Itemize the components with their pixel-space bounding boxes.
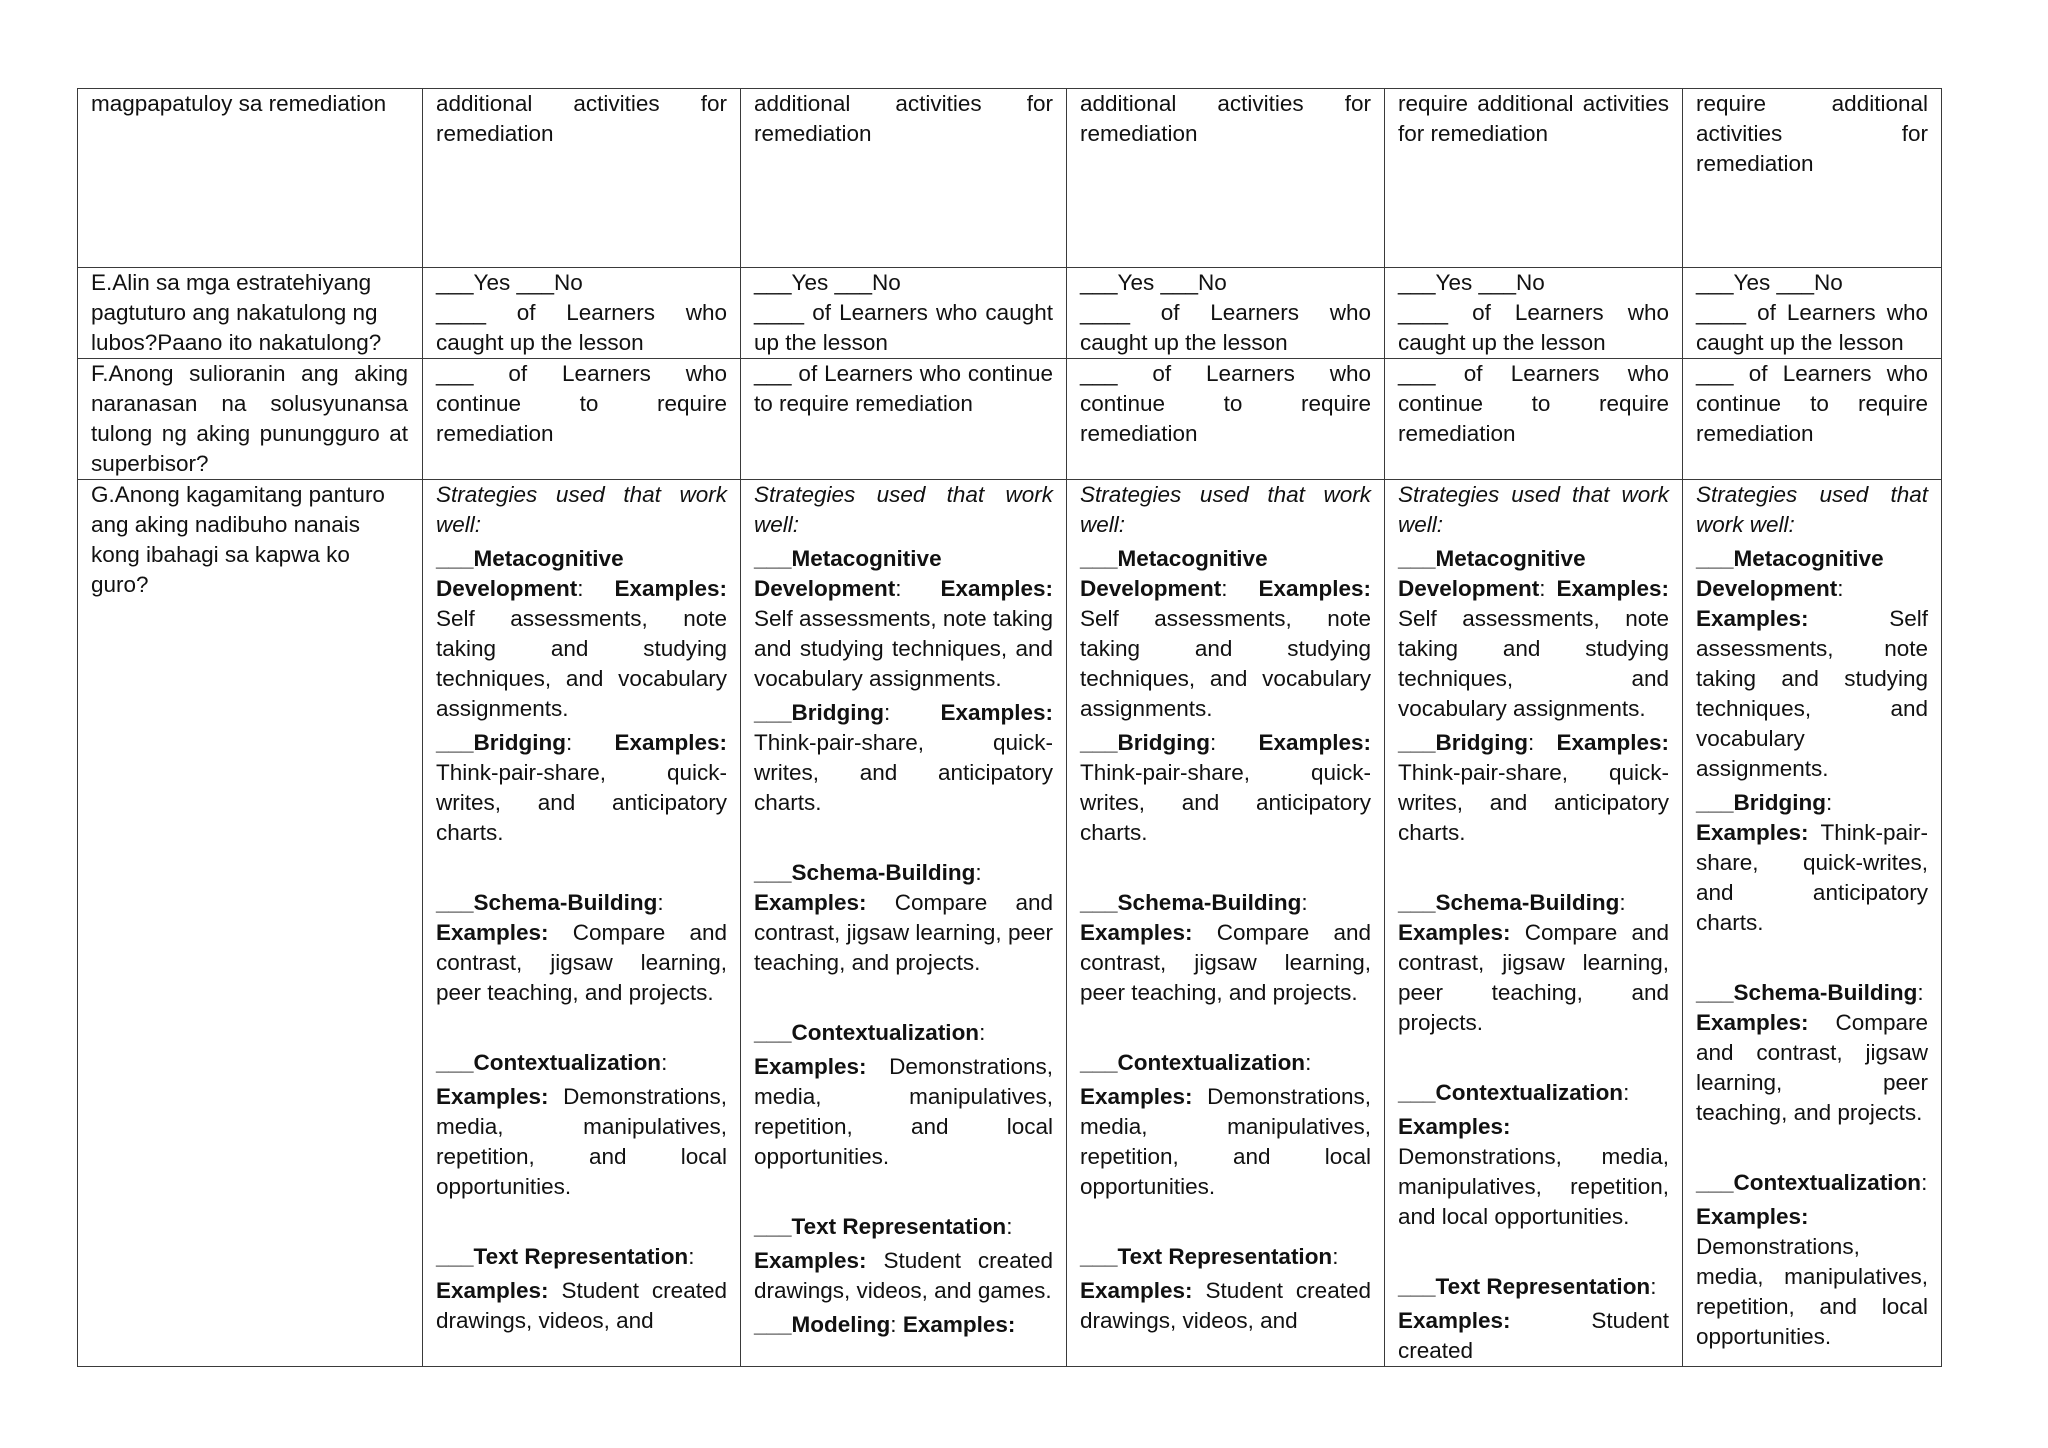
table-cell <box>423 359 741 480</box>
strategies-intro: Strategies used that work well: <box>1696 482 1928 537</box>
continue-remediation-text: ___ of Learners who continue to require remediation <box>1398 361 1669 446</box>
table-cell <box>423 268 741 359</box>
row-label: magpapatuloy sa remediation <box>91 91 387 116</box>
strategy-contextualization-title: ___Contextualization: <box>1696 1170 1928 1195</box>
strategy-contextualization-examples: Examples: Demonstrations, media, manipulatives, repetition, and local opportunities. <box>1398 1114 1669 1229</box>
strategy-schema-building: ___Schema-Building: Examples: Compare and contrast, jigsaw learning, peer teaching, and projects. <box>1080 890 1371 1005</box>
table-cell <box>1385 89 1683 268</box>
strategy-text-representation-title: ___Text Representation: <box>1080 1244 1339 1269</box>
table-cell <box>1385 480 1683 1367</box>
strategy-text-representation-examples: Examples: Student created drawings, videos, and <box>436 1278 727 1333</box>
table-cell <box>423 89 741 268</box>
strategy-contextualization-examples: Examples: Demonstrations, media, manipulatives, repetition, and local opportunities. <box>436 1084 727 1199</box>
strategy-contextualization-title: ___Contextualization: <box>754 1020 986 1045</box>
strategy-contextualization-examples: Examples: Demonstrations, media, manipulatives, repetition, and local opportunities. <box>1080 1084 1371 1199</box>
row-label-cell <box>78 268 423 359</box>
row-label: G.Anong kagamitang panturo ang aking nadibuho nanais kong ibahagi sa kapwa ko guro? <box>91 482 385 597</box>
strategy-bridging: ___Bridging: Examples: Think-pair-share, quick-writes, and anticipatory charts. <box>1398 730 1669 845</box>
yes-no-blanks: ___Yes ___No <box>1696 270 1843 295</box>
strategy-text-representation-title: ___Text Representation: <box>1398 1274 1657 1299</box>
strategy-metacognitive: ___Metacognitive Development: Examples: Self assessments, note taking and studying techniques, and vocabulary assignments. <box>1080 546 1371 721</box>
strategy-metacognitive: ___Metacognitive Development: Examples: Self assessments, note taking and studying techniques, and vocabulary assignments. <box>1398 546 1669 721</box>
table-row <box>78 268 1942 359</box>
table-cell <box>741 480 1067 1367</box>
strategy-metacognitive: ___Metacognitive Development: Examples: Self assessments, note taking and studying techniques, and vocabulary assignments. <box>754 546 1053 691</box>
table-cell <box>1067 89 1385 268</box>
cell-text: require additional activities for remediation <box>1398 91 1669 146</box>
cell-text: require additional activities for remediation <box>1696 91 1928 176</box>
caught-up-text: ____ of Learners who caught up the lesson <box>436 300 727 355</box>
yes-no-blanks: ___Yes ___No <box>436 270 583 295</box>
table-cell <box>1683 480 1942 1367</box>
table-cell <box>1067 359 1385 480</box>
continue-remediation-text: ___ of Learners who continue to require remediation <box>1696 361 1928 446</box>
table-cell <box>1683 359 1942 480</box>
caught-up-text: ____ of Learners who caught up the lesson <box>754 300 1053 355</box>
strategies-intro: Strategies used that work well: <box>1080 482 1371 537</box>
continue-remediation-text: ___ of Learners who continue to require remediation <box>1080 361 1371 446</box>
table-cell <box>1385 268 1683 359</box>
cell-text: additional activities for remediation <box>436 91 727 146</box>
yes-no-blanks: ___Yes ___No <box>1398 270 1545 295</box>
strategy-schema-building: ___Schema-Building: Examples: Compare and contrast, jigsaw learning, peer teaching, and projects. <box>1398 890 1669 1035</box>
strategy-contextualization-title: ___Contextualization: <box>1398 1080 1630 1105</box>
row-label-cell <box>78 359 423 480</box>
table-cell <box>1683 89 1942 268</box>
strategy-bridging: ___Bridging: Examples: Think-pair-share, quick-writes, and anticipatory charts. <box>754 700 1053 815</box>
continue-remediation-text: ___ of Learners who continue to require remediation <box>436 361 727 446</box>
strategy-metacognitive: ___Metacognitive Development: Examples: Self assessments, note taking and studying techniques, and vocabulary assignments. <box>436 546 727 721</box>
table-row <box>78 359 1942 480</box>
table-cell <box>1683 268 1942 359</box>
table-cell <box>1067 480 1385 1367</box>
continue-remediation-text: ___ of Learners who continue to require remediation <box>754 361 1053 416</box>
caught-up-text: ____ of Learners who caught up the lesson <box>1696 300 1928 355</box>
strategy-modeling: ___Modeling: Examples: <box>754 1312 1016 1337</box>
table-row <box>78 89 1942 268</box>
table-cell <box>741 268 1067 359</box>
strategies-intro: Strategies used that work well: <box>754 482 1053 537</box>
yes-no-blanks: ___Yes ___No <box>1080 270 1227 295</box>
strategy-contextualization-title: ___Contextualization: <box>436 1050 668 1075</box>
table-cell <box>1385 359 1683 480</box>
strategies-intro: Strategies used that work well: <box>1398 482 1669 537</box>
table-cell <box>1067 268 1385 359</box>
strategy-text-representation-title: ___Text Representation: <box>754 1214 1013 1239</box>
row-label-cell <box>78 89 423 268</box>
table-row <box>78 480 1942 1367</box>
strategy-metacognitive: ___Metacognitive Development: Examples: Self assessments, note taking and studying techniques, and vocabulary assignments. <box>1696 546 1928 781</box>
row-label: F.Anong sulioranin ang aking naranasan na solusyunansa tulong ng aking punungguro at superbisor? <box>91 361 408 476</box>
caught-up-text: ____ of Learners who caught up the lesson <box>1398 300 1669 355</box>
strategy-contextualization-title: ___Contextualization: <box>1080 1050 1312 1075</box>
strategy-text-representation-title: ___Text Representation: <box>436 1244 695 1269</box>
strategy-schema-building: ___Schema-Building: Examples: Compare and contrast, jigsaw learning, peer teaching, and projects. <box>436 890 727 1005</box>
strategy-contextualization-examples: Examples: Demonstrations, media, manipulatives, repetition, and local opportunities. <box>754 1054 1053 1169</box>
row-label-cell <box>78 480 423 1367</box>
yes-no-blanks: ___Yes ___No <box>754 270 901 295</box>
strategies-intro: Strategies used that work well: <box>436 482 727 537</box>
cell-text: additional activities for remediation <box>754 91 1053 146</box>
table-cell <box>423 480 741 1367</box>
strategy-contextualization-examples: Examples: Demonstrations, media, manipulatives, repetition, and local opportunities. <box>1696 1204 1928 1349</box>
strategy-bridging: ___Bridging: Examples: Think-pair-share, quick-writes, and anticipatory charts. <box>1696 790 1928 935</box>
daily-lesson-log-table <box>77 88 1942 1367</box>
caught-up-text: ____ of Learners who caught up the lesson <box>1080 300 1371 355</box>
strategy-schema-building: ___Schema-Building: Examples: Compare and contrast, jigsaw learning, peer teaching, and projects. <box>1696 980 1928 1125</box>
table-cell <box>741 359 1067 480</box>
strategy-text-representation-examples: Examples: Student created drawings, videos, and games. <box>754 1248 1053 1303</box>
row-label: E.Alin sa mga estratehiyang pagtuturo ang nakatulong ng lubos?Paano ito nakatulong? <box>91 270 382 355</box>
strategy-bridging: ___Bridging: Examples: Think-pair-share, quick-writes, and anticipatory charts. <box>436 730 727 845</box>
strategy-schema-building: ___Schema-Building: Examples: Compare and contrast, jigsaw learning, peer teaching, and projects. <box>754 860 1053 975</box>
cell-text: additional activities for remediation <box>1080 91 1371 146</box>
table-cell <box>741 89 1067 268</box>
strategy-bridging: ___Bridging: Examples: Think-pair-share, quick-writes, and anticipatory charts. <box>1080 730 1371 845</box>
strategy-text-representation-examples: Examples: Student created drawings, videos, and <box>1080 1278 1371 1333</box>
strategy-text-representation-examples: Examples: Student created <box>1398 1308 1669 1363</box>
